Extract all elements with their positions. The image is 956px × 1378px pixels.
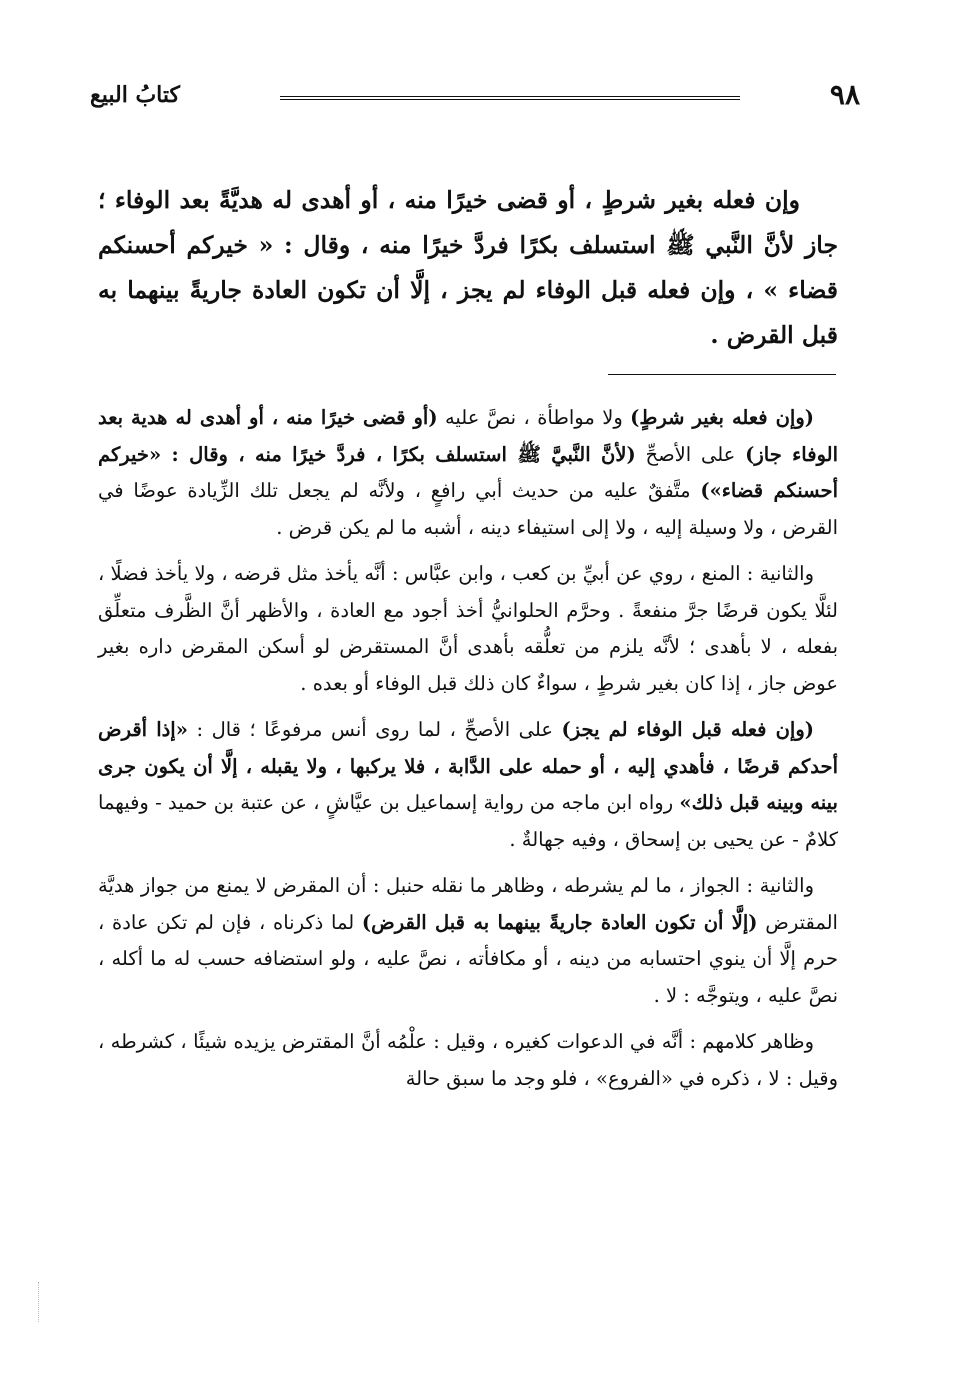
- commentary-paragraph-4: [98, 868, 838, 1014]
- commentary-paragraph-3: [98, 712, 838, 858]
- footnote-separator: [608, 374, 836, 375]
- main-text: [98, 178, 838, 358]
- quoted-matn: (أو قضى خيرًا منه ، أو أهدى له هدية بعد الوفاء جاز): [98, 406, 838, 466]
- commentary-text: رواه ابن ماجه من رواية إسماعيل بن عيَّاشٍ ، عن عتبة بن حميد - وفيهما كلامٌ - عن يحيى بن إسحاق ، وفيه جهالةٌ .: [98, 791, 838, 851]
- commentary-paragraph-2: [98, 556, 838, 702]
- commentary-text: والثانية : المنع ، روي عن أبيِّ بن كعب ، وابن عبَّاس : أنَّه يأخذ مثل قرضه ، ولا يأخذ فضلًا ، لئلَّا يكون قرضًا جرَّ منفعةً . وحرَّم الحلوانيُّ أخذ أجود مع العادة ، والأظهر أنَّ الظَّرف متعلِّق بفعله ، لا بأهدى ؛ لأنَّه يلزم من تعلُّقه بأهدى أنَّ المستقرض لو أسكن المقرض داره بغير عوض جاز ، إذا كان بغير شرطٍ ، سواءٌ كان ذلك قبل الوفاء أو بعده .: [98, 562, 838, 695]
- page-header: [90, 78, 860, 118]
- commentary-text: ولا مواطأة ، نصَّ عليه: [437, 406, 631, 429]
- running-title: كتابُ البيع: [90, 82, 180, 108]
- commentary: [98, 400, 838, 1107]
- commentary-text: على الأصحِّ ، لما روى أنس مرفوعًا ؛ قال :: [187, 718, 562, 741]
- margin-mark: [38, 1282, 45, 1322]
- commentary-paragraph-5: [98, 1024, 838, 1097]
- quoted-matn: (وإن فعله قبل الوفاء لم يجز): [561, 718, 814, 741]
- header-rule: [280, 96, 740, 100]
- hadith-text: «إذا أقرض أحدكم قرضًا ، فأهدي إليه ، أو حمله على الدَّابة ، فلا يركبها ، ولا يقبله ، إلَّا أن يكون جرى بينه وبينه قبل ذلك»: [98, 718, 838, 814]
- main-text-content: وإن فعله بغير شرطٍ ، أو قضى خيرًا منه ، أو أهدى له هديَّةً بعد الوفاء ؛ جاز لأنَّ النَّبي ﷺ استسلف بكرًا فردَّ خيرًا منه ، وقال : « خيركم أحسنكم قضاء » ، وإن فعله قبل الوفاء لم يجز ، إلَّا أن تكون العادة جاريةً بينهما به قبل القرض .: [98, 186, 838, 349]
- quoted-matn: (لأنَّ النَّبيَّ ﷺ استسلف بكرًا ، فردَّ خيرًا منه ، وقال : «خيركم أحسنكم قضاء»): [98, 442, 838, 502]
- commentary-text: على الأصحِّ: [635, 442, 746, 466]
- quoted-matn: (إلَّا أن تكون العادة جاريةً بينهما به قبل القرض): [361, 910, 758, 934]
- quoted-matn: (وإن فعله بغير شرطٍ): [630, 406, 814, 429]
- commentary-text: متَّفقٌ عليه من حديث أبي رافعٍ ، ولأنَّه لم يجعل تلك الزِّيادة عوضًا في القرض ، ولا وسيلة إليه ، ولا إلى استيفاء دينه ، أشبه ما لم يكن قرض .: [98, 479, 838, 539]
- commentary-text: والثانية : الجواز ، ما لم يشرطه ، وظاهر ما نقله حنبل : أن المقرض لا يمنع من جواز هديَّة المقترض: [98, 874, 838, 934]
- commentary-text: وظاهر كلامهم : أنَّه في الدعوات كغيره ، وقيل : علْمُه أنَّ المقترض يزيده شيئًا ، كشرطه ، وقيل : لا ، ذكره في «الفروع» ، فلو وجد ما سبق حالة: [98, 1030, 838, 1090]
- page-number: ٩٨: [829, 78, 860, 111]
- commentary-text: لما ذكرناه ، فإن لم تكن عادة ، حرم إلَّا أن ينوي احتسابه من دينه ، أو مكافأته ، نصَّ عليه ، ولو استضافه حسب له ما أكله ، نصَّ عليه ، ويتوجَّه : لا .: [98, 910, 838, 1007]
- commentary-paragraph-1: [98, 400, 838, 546]
